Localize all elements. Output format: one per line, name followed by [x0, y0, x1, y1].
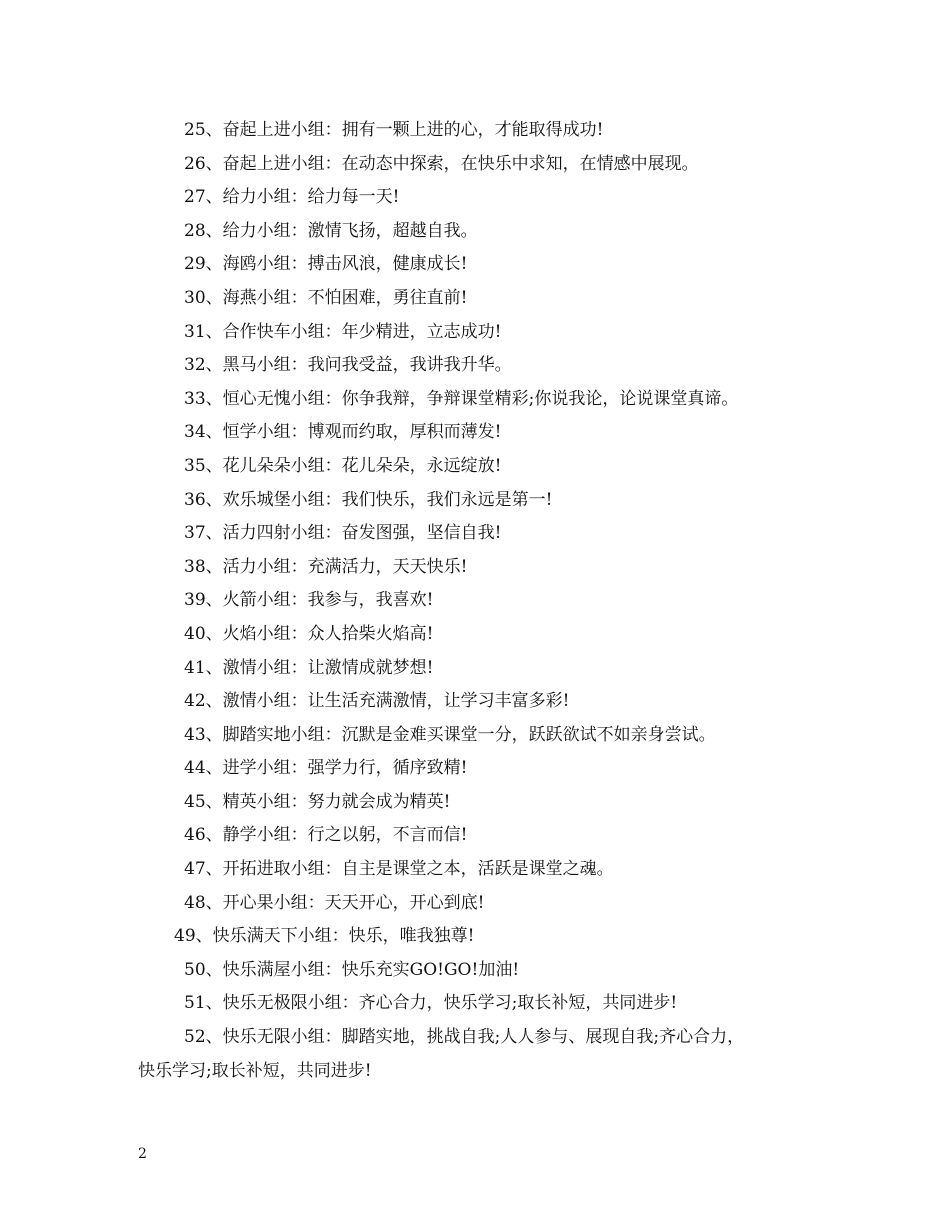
list-item: 35、花儿朵朵小组：花儿朵朵，永远绽放! [184, 455, 502, 476]
list-item: 47、开拓进取小组：自主是课堂之本，活跃是课堂之魂。 [184, 859, 614, 880]
list-item: 27、给力小组：给力每一天! [184, 187, 400, 208]
slogan-list [138, 114, 810, 1088]
list-item: 52、快乐无限小组：脚踏实地，挑战自我;人人参与、展现自我;齐心合力， [184, 1027, 745, 1048]
list-item: 44、进学小组：强学力行，循序致精! [184, 758, 468, 779]
list-item: 28、给力小组：激情飞扬，超越自我。 [184, 220, 478, 241]
list-item: 50、快乐满屋小组：快乐充实GO!GO!加油! [184, 959, 520, 980]
list-item: 41、激情小组：让激情成就梦想! [184, 657, 434, 678]
list-item: 40、火焰小组：众人拾柴火焰高! [184, 623, 434, 644]
list-item: 25、奋起上进小组：拥有一颗上进的心，才能取得成功! [184, 120, 604, 140]
list-item: 43、脚踏实地小组：沉默是金难买课堂一分，跃跃欲试不如亲身尝试。 [184, 724, 716, 745]
page-number: 2 [138, 1146, 147, 1162]
list-item: 36、欢乐城堡小组：我们快乐，我们永远是第一! [184, 489, 553, 510]
list-item: 39、火箭小组：我参与，我喜欢! [184, 590, 434, 611]
list-item: 45、精英小组：努力就会成为精英! [184, 791, 451, 812]
list-item: 46、静学小组：行之以躬，不言而信! [184, 825, 468, 846]
list-item: 30、海燕小组：不怕困难，勇往直前! [184, 287, 468, 308]
list-item: 49、快乐满天下小组：快乐，唯我独尊! [174, 926, 475, 947]
list-item: 32、黑马小组：我问我受益，我讲我升华。 [184, 355, 512, 376]
list-item: 26、奋起上进小组：在动态中探索，在快乐中求知，在情感中展现。 [184, 153, 699, 174]
list-item: 42、激情小组：让生活充满激情，让学习丰富多彩! [184, 691, 570, 712]
list-item: 29、海鸥小组：搏击风浪，健康成长! [184, 254, 468, 275]
list-item: 48、开心果小组：天天开心，开心到底! [184, 892, 485, 913]
list-item-continuation: 快乐学习;取长补短，共同进步! [138, 1060, 372, 1081]
list-item: 37、活力四射小组：奋发图强，坚信自我! [184, 523, 502, 544]
list-item: 34、恒学小组：博观而约取，厚积而薄发! [184, 422, 502, 443]
list-item: 38、活力小组：充满活力，天天快乐! [184, 556, 468, 577]
list-item: 31、合作快车小组：年少精进，立志成功! [184, 321, 502, 342]
list-item: 33、恒心无愧小组：你争我辩，争辩课堂精彩;你说我论，论说课堂真谛。 [184, 388, 739, 409]
list-item: 51、快乐无极限小组：齐心合力，快乐学习;取长补短，共同进步! [184, 993, 678, 1014]
